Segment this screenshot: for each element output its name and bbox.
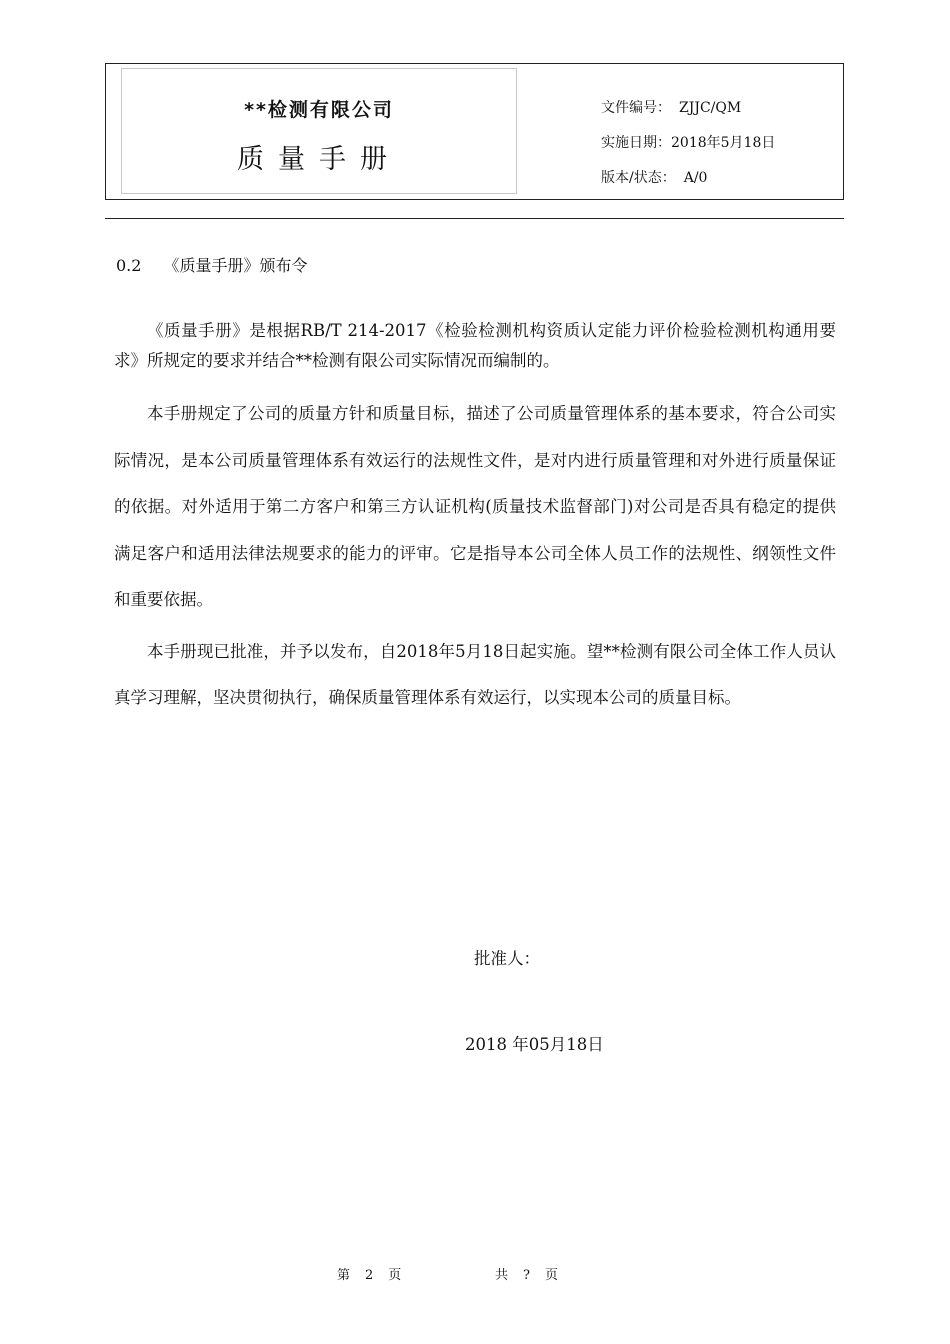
effective-date: [601, 132, 775, 152]
doc-number-label: 文件编号：: [601, 100, 671, 116]
section-number: 0.2: [116, 256, 142, 275]
page-number-value: 2: [365, 1268, 375, 1283]
page-prefix: 第: [337, 1268, 352, 1283]
section-title: 《质量手册》颁布令: [163, 256, 308, 275]
page-suffix: 页: [388, 1268, 403, 1283]
body-paragraph-1: 《质量手册》是根据RB/T 214-2017《检验检测机构资质认定能力评价检验检测机构通用要求》所规定的要求并结合**检测有限公司实际情况而编制的。: [114, 321, 836, 370]
total-prefix: 共: [495, 1268, 510, 1283]
section-heading: [116, 253, 307, 276]
document-header: [105, 63, 844, 200]
body-paragraph-2: 本手册规定了公司的质量方针和质量目标，描述了公司质量管理体系的基本要求，符合公司实际情况，是本公司质量管理体系有效运行的法规性文件，是对内进行质量管理和对外进行质量保证的依据。对外适用于第二方客户和第三方认证机构(质量技术监督部门)对公司是否具有稳定的提供满足客户和适用法律法规要求的能力的评审。它是指导本公司全体人员工作的法规性、纲领性文件和重要依据。: [114, 404, 836, 609]
effective-date-value: 2018年5月18日: [671, 135, 776, 151]
approval-date: 2018 年05月18日: [465, 1035, 604, 1054]
approver-label: 批准人：: [474, 949, 540, 968]
total-pages-value: ?: [523, 1268, 531, 1283]
body-paragraph-3: 本手册现已批准，并予以发布，自2018年5月18日起实施。望**检测有限公司全体工作人员认真学习理解，坚决贯彻执行，确保质量管理体系有效运行，以实现本公司的质量目标。: [114, 642, 836, 707]
version-label: 版本/状态：: [601, 170, 676, 186]
company-name: **检测有限公司: [244, 99, 394, 121]
total-pages: [495, 1264, 559, 1283]
effective-date-label: 实施日期：: [601, 135, 671, 151]
version-status: [601, 167, 707, 187]
header-divider: [105, 218, 844, 219]
version-value: A/0: [683, 170, 708, 186]
manual-title: 质量手册: [237, 144, 401, 175]
total-suffix: 页: [545, 1268, 560, 1283]
doc-number-value: ZJJC/QM: [679, 100, 742, 116]
doc-number: [601, 97, 741, 117]
page-number: [337, 1264, 402, 1283]
title-block: [121, 68, 517, 194]
